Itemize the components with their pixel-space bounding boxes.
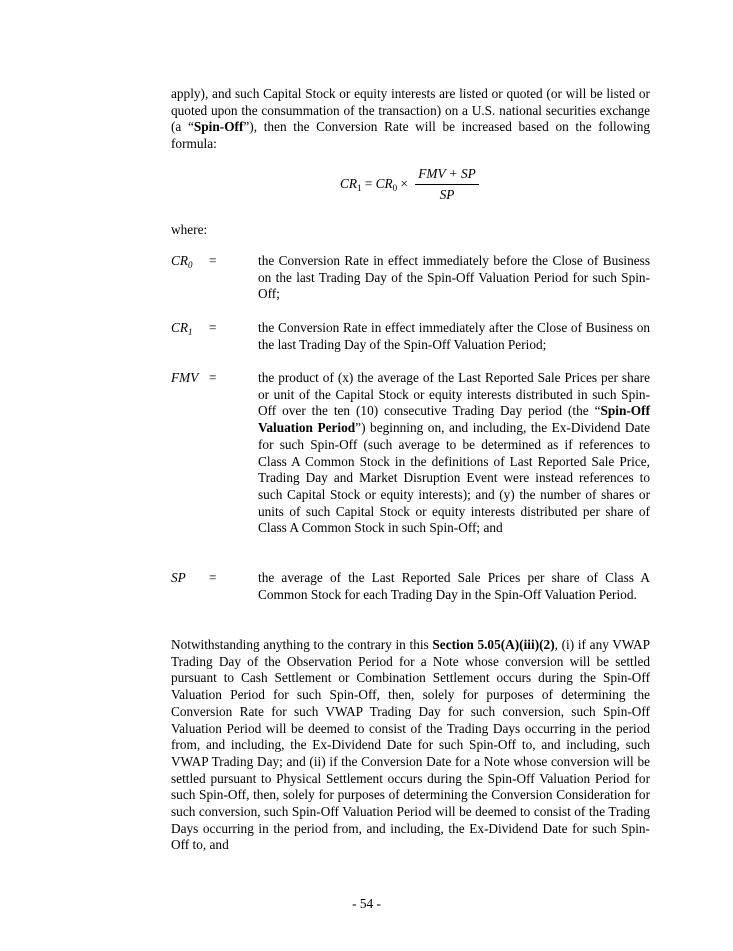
definition-text: the Conversion Rate in effect immediately after the Close of Business on the last Trading Day of the Spin-Off Valuation Period;	[258, 320, 650, 352]
definition-text: the Conversion Rate in effect immediately before the Close of Business on the last Trading Day of the Spin-Off Valuation Period for such Spin-Off;	[258, 253, 650, 302]
formula-denominator: SP	[439, 187, 455, 202]
where-label: where:	[171, 222, 208, 237]
intro-text-cont: ”), then the Conversion Rate will be increased based on the following formula:	[171, 119, 650, 152]
conversion-formula	[340, 166, 490, 206]
definition-equals: =	[209, 370, 217, 385]
definition-cr1	[171, 320, 650, 353]
formula-fraction	[415, 166, 479, 203]
intro-paragraph	[171, 86, 650, 153]
formula-numerator: FMV + SP	[415, 166, 479, 185]
definition-equals: =	[209, 253, 217, 268]
definition-text: the product of (x) the average of the Last Reported Sale Prices per share or unit of the Capital Stock or equity interests distributed in such Spin-Off over the ten (10) consecutive Trading Day period (the “Spin-Off Valuation Period”) beginning on, and including, the Ex-Dividend Date for such Spin-Off (such average to be determined as if references to Class A Common Stock in the definitions of Last Reported Sale Price, Trading Day and Market Disruption Event were instead references to such Capital Stock or equity interests); and (y) the number of shares or units of such Capital Stock or equity interests distributed per share of Class A Common Stock in such Spin-Off; and	[258, 370, 651, 536]
definition-symbol: $CR_0$	[171, 253, 193, 270]
definition-cr0	[171, 253, 650, 303]
spin-off-valuation-period-term: Spin-Off Valuation Period	[258, 403, 650, 436]
definition-symbol: FMV	[171, 370, 199, 385]
intro-text: apply), and such Capital Stock or equity interests are listed or quoted (or will be listed or quoted upon the consummation of the transaction) on a U.S. national securities exchange (a “	[171, 86, 650, 135]
definition-equals: =	[209, 320, 217, 335]
page-number: - 54 -	[352, 896, 381, 911]
definition-equals: =	[209, 570, 217, 585]
definition-symbol: $CR_1$	[171, 320, 193, 337]
definition-text: the average of the Last Reported Sale Prices per share of Class A Common Stock for each Trading Day in the Spin-Off Valuation Period.	[258, 570, 650, 602]
closing-paragraph: Notwithstanding anything to the contrary in this Section 5.05(A)(iii)(2), (i) if any VWAP Trading Day of the Observation Period for a Note whose conversion will be settled pursuant to Cash Settlement or Combination Settlement occurs during the Spin-Off Valuation Period for such Spin-Off, then, solely for purposes of determining the Conversion Rate for such VWAP Trading Day for such conversion, such Spin-Off Valuation Period will be deemed to consist of the Trading Days occurring in the period from, and including, the Ex-Dividend Date for such Spin-Off to, and including, such VWAP Trading Day; and (ii) if the Conversion Date for a Note whose conversion will be settled pursuant to Physical Settlement occurs during the Spin-Off Valuation Period for such Spin-Off, then, solely for purposes of determining the Conversion Consideration for such conversion, such Spin-Off Valuation Period will be deemed to consist of the Trading Days occurring in the period from, and including, the Ex-Dividend Date for such Spin-Off to, and	[171, 637, 650, 853]
section-reference: Section 5.05(A)(iii)(2)	[432, 637, 555, 652]
definition-symbol: SP	[171, 570, 186, 585]
definition-sp	[171, 570, 650, 603]
definition-fmv	[171, 370, 650, 537]
formula-lhs: $CR_1 = CR_0$ ×	[340, 176, 408, 193]
spin-off-term: Spin-Off	[193, 119, 244, 135]
